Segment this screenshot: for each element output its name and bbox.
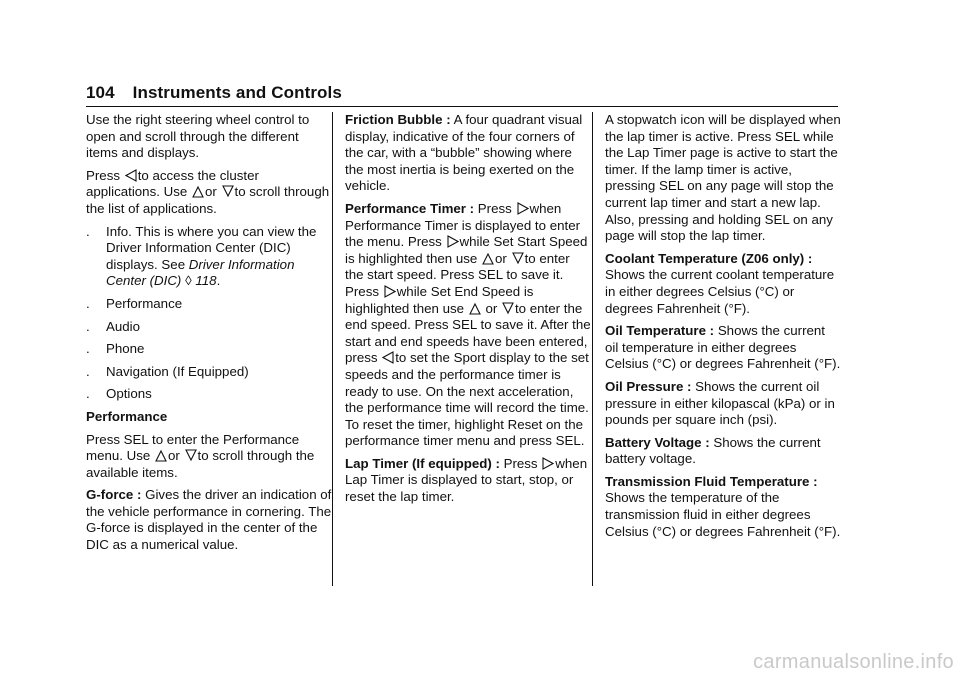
cross-reference-page[interactable]: 118: [195, 273, 217, 289]
list-item: . Options: [86, 386, 152, 402]
down-arrow-icon: [502, 302, 514, 315]
oil-temperature-paragraph: Oil Temperature : Shows the current oil temperature in either degrees Celsius (°C) or degrees Fahrenheit (°F).: [605, 323, 841, 372]
intro-paragraph: Use the right steering wheel control to open and scroll through the different items and displays.: [86, 112, 310, 161]
down-arrow-icon: [512, 252, 524, 265]
right-arrow-icon: [542, 457, 554, 470]
left-arrow-icon: [382, 351, 394, 364]
page-title: [86, 83, 838, 103]
gforce-paragraph: G-force : Gives the driver an indication of the vehicle performance in cornering. The G-force is displayed in the center of the DIC as a numerical value.: [86, 487, 332, 553]
column-1: [86, 112, 332, 560]
up-arrow-icon: [469, 302, 481, 315]
up-arrow-icon: [155, 449, 167, 462]
up-arrow-icon: [192, 185, 204, 198]
left-arrow-icon: [125, 169, 137, 182]
column-2: [345, 112, 591, 512]
column-divider-1: [332, 112, 333, 586]
down-arrow-icon: [222, 185, 234, 198]
friction-bubble-paragraph: Friction Bubble : A four quadrant visual display, indicative of the four corners of the car, with a “bubble” showing where the most inertia is being exerted on the vehicle.: [345, 112, 583, 194]
section-title: Instruments and Controls: [132, 83, 342, 102]
stopwatch-paragraph: A stopwatch icon will be displayed when the lap timer is active. Press SEL while the Lap Timer page is active to start the timer. If the lamp timer is active, pressing SEL on any page will stop the current lap timer and start a new lap. Also, pressing and holding SEL on any page will stop the lap timer.: [605, 112, 841, 244]
list-item: . Audio: [86, 318, 141, 334]
coolant-paragraph: Coolant Temperature (Z06 only) : Shows the current coolant temperature in either degrees Celsius (°C) or degrees Fahrenheit (°F).: [605, 250, 835, 316]
watermark: carmanualsonline.info: [753, 651, 954, 673]
applications-paragraph: Press to access the cluster applications. Use or to scroll through the list of applications.: [86, 167, 330, 216]
right-arrow-icon: [447, 235, 459, 248]
transmission-fluid-paragraph: Transmission Fluid Temperature : Shows the temperature of the transmission fluid in either degrees Celsius (°C) or degrees Fahrenheit (°F).: [605, 473, 841, 539]
performance-heading: Performance: [86, 408, 168, 424]
battery-voltage-paragraph: Battery Voltage : Shows the current battery voltage.: [605, 434, 821, 467]
list-item: . Phone: [86, 341, 145, 357]
up-arrow-icon: [482, 252, 494, 265]
page-number: 104: [86, 83, 115, 102]
performance-timer-paragraph: Performance Timer : Press when Performance Timer is displayed to enter the menu. Press while Set Start Speed is highlighted then use or to enter the start speed. Press SEL to save it. Press while Set End Speed is highlighted then use or to enter the end speed. Press SEL to save it. After the start and end speeds have been entered, press to set the Sport display to the set speeds and the performance timer is ready to use. On the next acceleration, the performance time will record the time. To reset the timer, highlight Reset on the performance timer menu and press SEL.: [345, 200, 591, 449]
column-3: [605, 112, 841, 546]
list-item: . Performance: [86, 295, 183, 311]
column-divider-2: [592, 112, 593, 586]
page-ref-icon: ◊: [185, 273, 192, 289]
performance-paragraph: Press SEL to enter the Performance menu. Use or to scroll through the available items.: [86, 431, 315, 480]
page-header: [86, 83, 838, 103]
list-item: . Info. This is where you can view the Driver Information Center (DIC) displays. See Driver Information Center (DIC) ◊ 118.: [86, 223, 317, 289]
oil-pressure-paragraph: Oil Pressure : Shows the current oil pressure in either kilopascal (kPa) or in pounds per square inch (psi).: [605, 378, 835, 428]
header-rule: [86, 106, 838, 107]
list-item: . Navigation (If Equipped): [86, 363, 249, 379]
right-arrow-icon: [517, 202, 529, 215]
right-arrow-icon: [384, 285, 396, 298]
lap-timer-paragraph: Lap Timer (If equipped) : Press when Lap Timer is displayed to start, stop, or reset the lap timer.: [345, 455, 588, 505]
cross-reference[interactable]: Driver Information Center (DIC): [106, 256, 295, 289]
down-arrow-icon: [185, 449, 197, 462]
